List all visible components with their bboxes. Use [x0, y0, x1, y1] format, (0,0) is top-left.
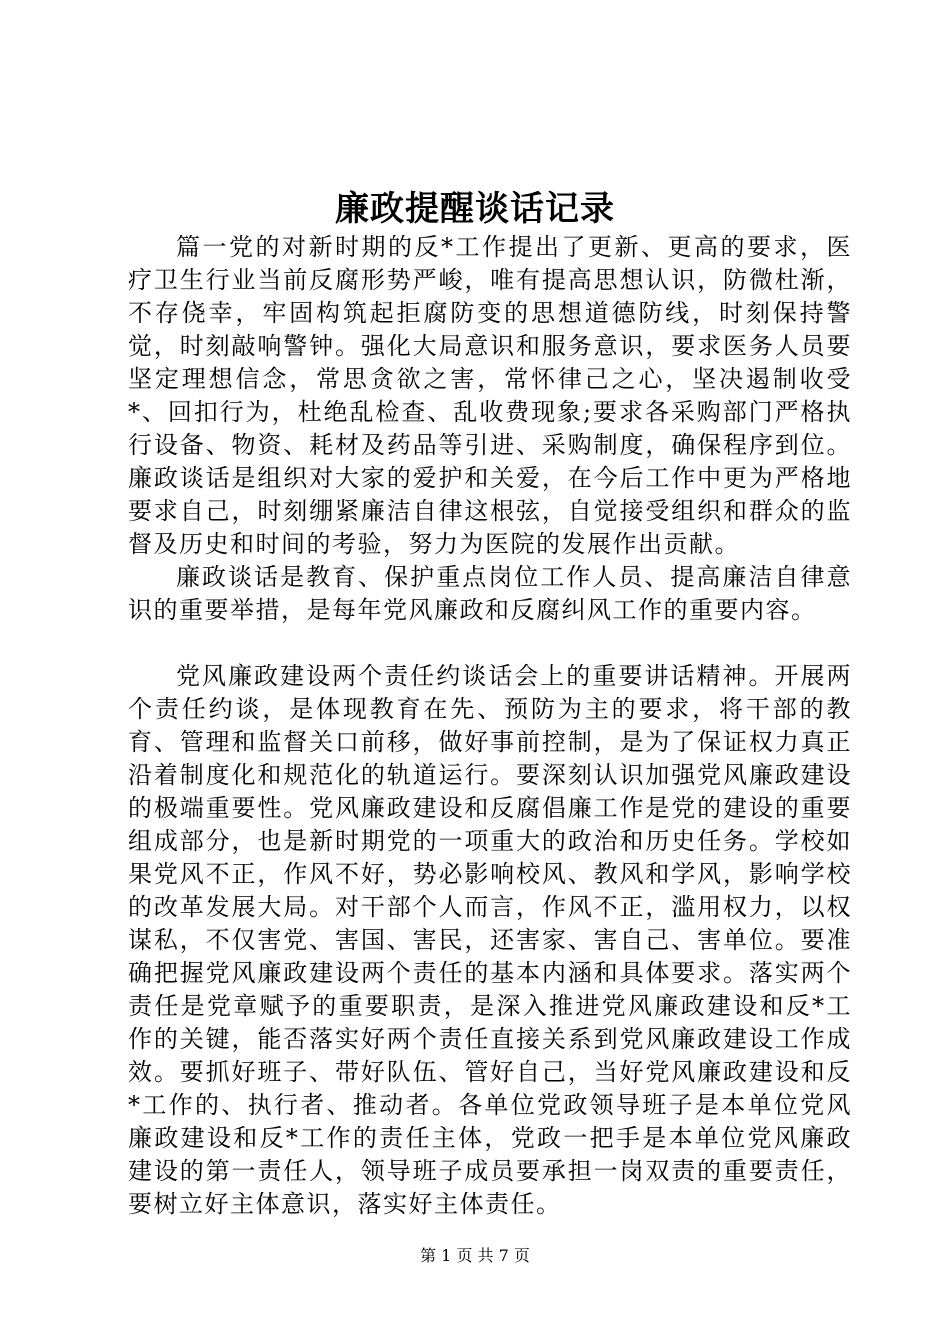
paragraph-gap [128, 627, 852, 660]
paragraph-3: 党风廉政建设两个责任约谈话会上的重要讲话精神。开展两个责任约谈，是体现教育在先、预防为主的要求，将干部的教育、管理和监督关口前移，做好事前控制，是为了保证权力真正沿着制度化和规范化的轨道运行。要深刻认识加强党风廉政建设的极端重要性。党风廉政建设和反腐倡廉工作是党的建设的重要组成部分，也是新时期党的一项重大的政治和历史任务。学校如果党风不正，作风不好，势必影响校风、教风和学风，影响学校的改革发展大局。对干部个人而言，作风不正，滥用权力，以权谋私，不仅害党、害国、害民，还害家、害自己、害单位。要准确把握党风廉政建设两个责任的基本内涵和具体要求。落实两个责任是党章赋予的重要职责，是深入推进党风廉政建设和反*工作的关键，能否落实好两个责任直接关系到党风廉政建设工作成效。要抓好班子、带好队伍、管好自己，当好党风廉政建设和反*工作的、执行者、推动者。各单位党政领导班子是本单位党风廉政建设和反*工作的责任主体，党政一把手是本单位党风廉政建设的第一责任人，领导班子成员要承担一岗双责的重要责任，要树立好主体意识，落实好主体责任。 [128, 662, 852, 1218]
document-body [128, 231, 852, 1221]
document-title: 廉政提醒谈话记录 [335, 189, 615, 229]
page-number-footer: 第 1 页 共 7 页 [420, 1246, 530, 1265]
paragraph-1: 篇一党的对新时期的反*工作提出了更新、更高的要求，医疗卫生行业当前反腐形势严峻，唯有提高思想认识，防微杜渐，不存侥幸，牢固构筑起拒腐防变的思想道德防线，时刻保持警觉，时刻敲响警钟。强化大局意识和服务意识，要求医务人员要坚定理想信念，常思贪欲之害，常怀律己之心，坚决遏制收受*、回扣行为，杜绝乱检查、乱收费现象;要求各采购部门严格执行设备、物资、耗材及药品等引进、采购制度，确保程序到位。廉政谈话是组织对大家的爱护和关爱，在今后工作中更为严格地要求自己，时刻绷紧廉洁自律这根弦，自觉接受组织和群众的监督及历史和时间的考验，努力为医院的发展作出贡献。 [128, 233, 852, 558]
paragraph-2: 廉政谈话是教育、保护重点岗位工作人员、提高廉洁自律意识的重要举措，是每年党风廉政和反腐纠风工作的重要内容。 [128, 563, 852, 624]
